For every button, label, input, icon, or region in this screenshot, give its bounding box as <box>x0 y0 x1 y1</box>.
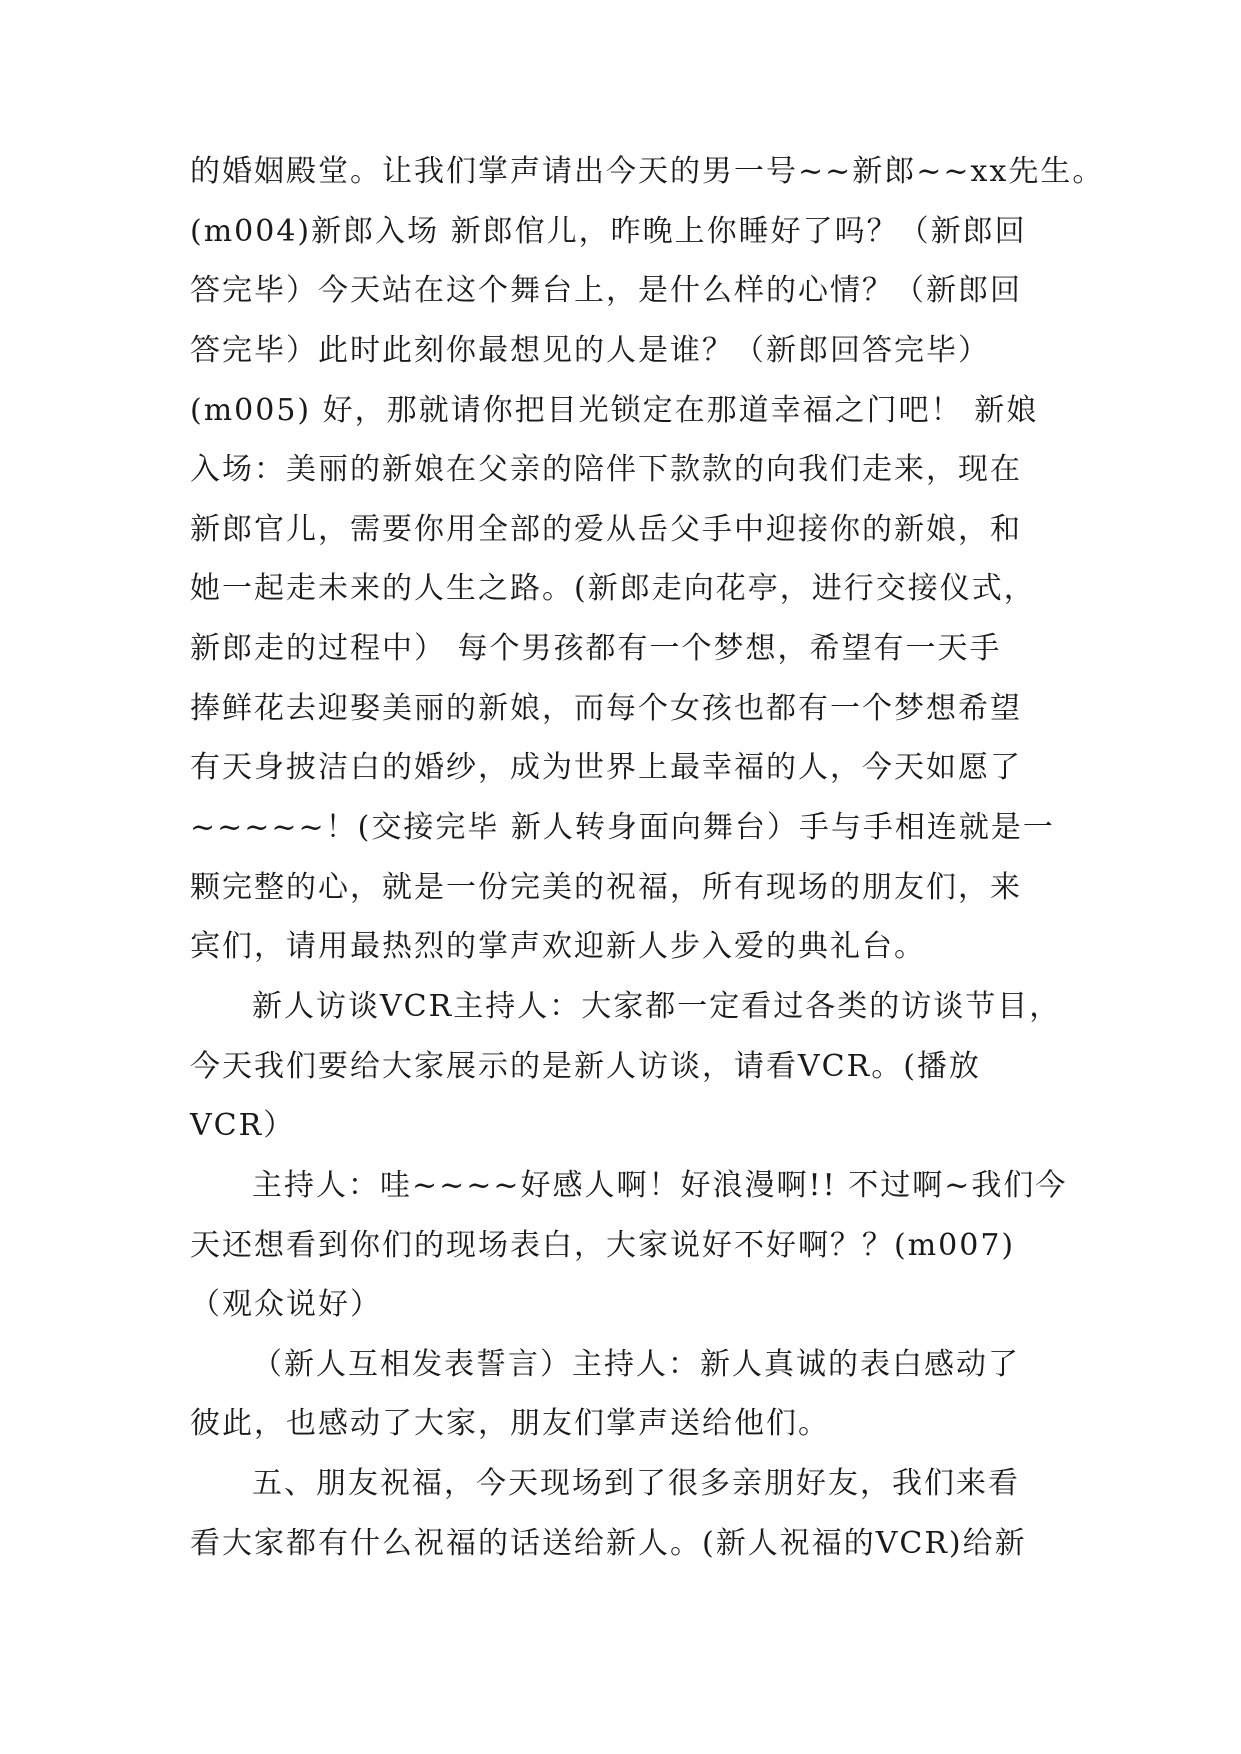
text-line: 看大家都有什么祝福的话送给新人。(新人祝福的VCR)给新 <box>190 1526 1027 1561</box>
text-line: 新郎走的过程中） 每个男孩都有一个梦想，希望有一天手 <box>190 631 1002 666</box>
text-line: 新人访谈VCR主持人：大家都一定看过各类的访谈节目， <box>252 989 1062 1024</box>
text-line: 的婚姻殿堂。让我们掌声请出今天的男一号~~新郎~~xx先生。 <box>190 154 1105 189</box>
text-line: 她一起走未来的人生之路。(新郎走向花亭，进行交接仪式， <box>190 571 1036 606</box>
text-line: 答完毕）今天站在这个舞台上，是什么样的心情？（新郎回 <box>190 273 1022 308</box>
text-line: 主持人：哇~~~~好感人啊！好浪漫啊!! 不过啊~我们今 <box>252 1168 1068 1203</box>
text-line: (m004)新郎入场 新郎倌儿，昨晚上你睡好了吗？（新郎回 <box>190 214 1027 249</box>
text-line: 颗完整的心，就是一份完美的祝福，所有现场的朋友们，来 <box>190 870 1022 905</box>
text-line: (m005) 好，那就请你把目光锁定在那道幸福之门吧！ 新娘 <box>190 393 1039 428</box>
text-line: 捧鲜花去迎娶美丽的新娘，而每个女孩也都有一个梦想希望 <box>190 691 1022 726</box>
text-line: 彼此，也感动了大家，朋友们掌声送给他们。 <box>190 1406 830 1441</box>
text-line: 答完毕）此时此刻你最想见的人是谁？（新郎回答完毕） <box>190 333 990 368</box>
text-line: VCR） <box>190 1108 296 1143</box>
text-line: 今天我们要给大家展示的是新人访谈，请看VCR。(播放 <box>190 1049 981 1084</box>
text-line: 新郎官儿，需要你用全部的爱从岳父手中迎接你的新娘，和 <box>190 512 1022 547</box>
text-line: 宾们，请用最热烈的掌声欢迎新人步入爱的典礼台。 <box>190 929 926 964</box>
text-line: 五、朋友祝福，今天现场到了很多亲朋好友，我们来看 <box>252 1466 1020 1501</box>
text-line: （观众说好） <box>190 1287 382 1322</box>
text-line: 天还想看到你们的现场表白，大家说好不好啊？？(m007) <box>190 1228 1016 1263</box>
text-line: （新人互相发表誓言）主持人：新人真诚的表白感动了 <box>252 1347 1020 1382</box>
text-line: 有天身披洁白的婚纱，成为世界上最幸福的人，今天如愿了 <box>190 750 1022 785</box>
text-line: 入场：美丽的新娘在父亲的陪伴下款款的向我们走来，现在 <box>190 452 1022 487</box>
text-line: ~~~~~！(交接完毕 新人转身面向舞台）手与手相连就是一 <box>190 810 1055 845</box>
